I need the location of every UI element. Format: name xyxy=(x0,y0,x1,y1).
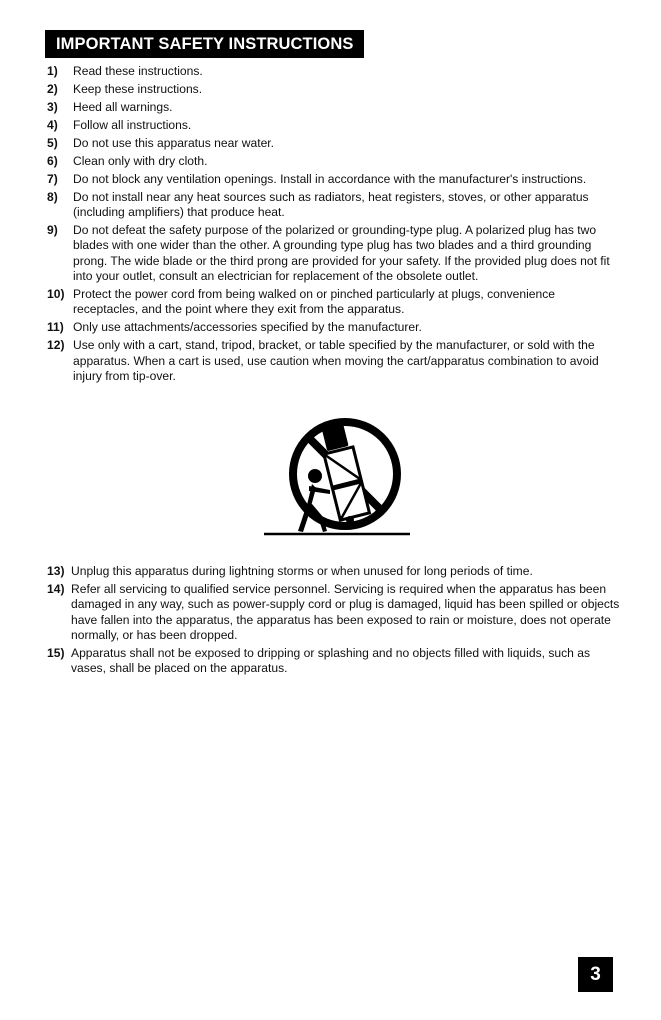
item-text: Protect the power cord from being walked on or pinched particularly at plugs, convenience receptacles, and the point where they exit from the apparatus. xyxy=(73,287,556,317)
item-text: Use only with a cart, stand, tripod, bracket, or table specified by the manufacturer, or sold with the apparatus. When a cart is used, use caution when moving the cart/apparatus combination to avoid injury from tip-over. xyxy=(73,338,599,383)
list-item xyxy=(47,172,622,187)
item-number: 3) xyxy=(47,99,58,114)
item-number: 15) xyxy=(47,645,65,660)
safety-instructions-list xyxy=(47,64,622,387)
tipping-cart xyxy=(318,422,370,520)
list-item xyxy=(47,190,622,221)
item-text: Do not defeat the safety purpose of the polarized or grounding-type plug. A polarized plug has two blades with one wider than the other. A grounding type plug has two blades and a third grounding prong. The wide blade or the third prong are provided for your safety. If the provided plug does not fit into your outlet, consult an electrician for replacement of the obsolete outlet. xyxy=(73,223,610,284)
list-item xyxy=(47,338,622,384)
item-text: Refer all servicing to qualified service personnel. Servicing is required when the apparatus has been damaged in any way, such as power-supply cord or plug is damaged, liquid has been spilled or objects have fallen into the apparatus, the apparatus has been exposed to rain or moisture, does not operate normally, or has been dropped. xyxy=(71,581,620,642)
list-item xyxy=(47,100,622,115)
list-item xyxy=(47,136,622,151)
item-text: Unplug this apparatus during lightning storms or when unused for long periods of time. xyxy=(71,564,533,578)
list-item xyxy=(47,646,622,677)
list-item xyxy=(47,564,622,579)
item-text: Clean only with dry cloth. xyxy=(73,153,208,168)
item-number: 14) xyxy=(47,581,65,596)
list-item xyxy=(47,223,622,284)
item-text: Heed all warnings. xyxy=(73,99,173,114)
page-number: 3 xyxy=(578,957,613,992)
item-number: 1) xyxy=(47,64,58,78)
item-number: 7) xyxy=(47,171,58,186)
item-number: 10) xyxy=(47,287,65,302)
item-number: 8) xyxy=(47,189,58,204)
item-number: 13) xyxy=(47,564,65,578)
item-number: 12) xyxy=(47,338,65,353)
list-item xyxy=(47,287,622,318)
item-number: 6) xyxy=(47,153,58,168)
item-number: 5) xyxy=(47,135,58,150)
item-number: 4) xyxy=(47,117,58,132)
safety-instructions-list-continued xyxy=(47,564,622,679)
item-text: Do not install near any heat sources such as radiators, heat registers, stoves, or other apparatus (including amplifiers) that produce heat. xyxy=(73,189,589,220)
item-number: 2) xyxy=(47,81,58,96)
item-text: Only use attachments/accessories specified by the manufacturer. xyxy=(73,320,422,335)
item-text: Apparatus shall not be exposed to dripping or splashing and no objects filled with liquids, such as vases, shall be placed on the apparatus. xyxy=(71,645,591,676)
item-number: 11) xyxy=(47,320,64,335)
list-item xyxy=(47,82,622,97)
list-item xyxy=(47,118,622,133)
cart-tip-over-warning-icon xyxy=(262,414,412,538)
item-text: Keep these instructions. xyxy=(73,81,203,96)
item-text: Read these instructions. xyxy=(73,64,203,78)
item-number: 9) xyxy=(47,223,58,238)
item-text: Do not block any ventilation openings. Install in accordance with the manufacturer's instructions. xyxy=(73,171,587,186)
list-item xyxy=(47,154,622,169)
page-title: IMPORTANT SAFETY INSTRUCTIONS xyxy=(45,30,364,58)
item-text: Follow all instructions. xyxy=(73,117,192,132)
list-item xyxy=(47,320,622,335)
item-text: Do not use this apparatus near water. xyxy=(73,135,275,150)
list-item xyxy=(47,64,622,79)
list-item xyxy=(47,582,622,643)
